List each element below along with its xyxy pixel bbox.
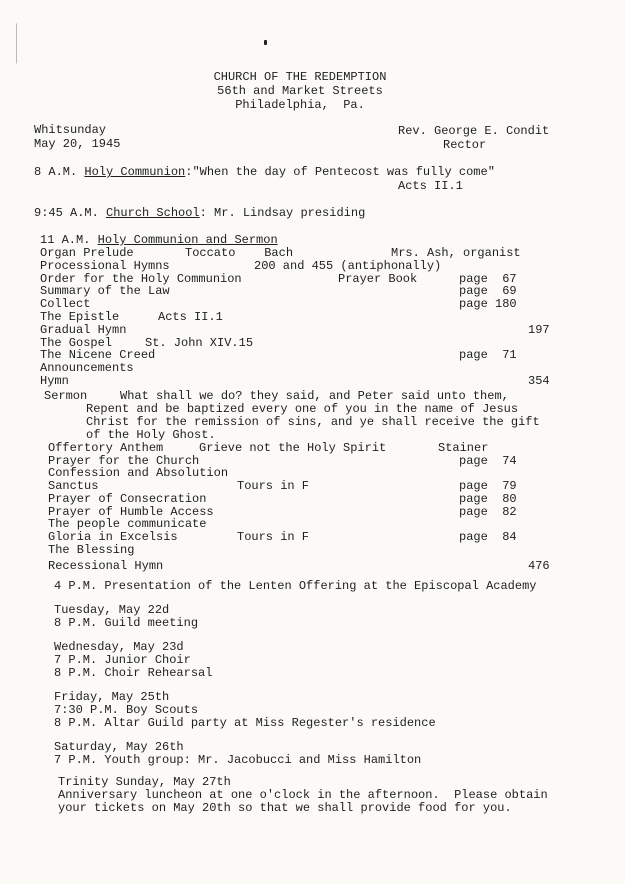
- order-line-c: Prayer Book: [338, 272, 418, 286]
- early-service-ref: Acts II.1: [398, 179, 463, 193]
- order-line-a: Gradual Hymn: [40, 323, 127, 337]
- after-line-b: Grieve not the Holy Spirit: [199, 441, 387, 455]
- after-line-a: Recessional Hymn: [48, 559, 164, 573]
- early-service: 8 A.M. Holy Communion:"When the day of Pentecost was fully come": [34, 165, 495, 179]
- sermon-text-4: of the Holy Ghost.: [86, 428, 216, 442]
- liturgical-day: Whitsunday: [34, 123, 107, 137]
- week-item: Anniversary luncheon at one o'clock in the afternoon. Please obtain: [58, 788, 548, 802]
- sermon-text-3: Christ for the remission of sins, and ye shall receive the gift: [86, 415, 540, 429]
- week-item: 8 P.M. Altar Guild party at Miss Regester's residence: [54, 716, 436, 730]
- sermon-text-2: Repent and be baptized every one of you in the name of Jesus: [86, 402, 519, 416]
- order-line-d: page 67: [459, 272, 517, 286]
- order-line-d: page 69: [459, 284, 517, 298]
- after-line-a: Prayer of Consecration: [48, 492, 207, 506]
- order-line-a: Processional Hymns: [40, 259, 170, 273]
- week-item: 7 P.M. Junior Choir: [54, 653, 191, 667]
- order-line-a: The Epistle: [40, 310, 120, 324]
- after-line-d: 476: [528, 559, 550, 573]
- lenten-offering: 4 P.M. Presentation of the Lenten Offering at the Episcopal Academy: [54, 579, 537, 593]
- church-address: 56th and Market Streets: [217, 84, 383, 98]
- order-line-a: The Gospel: [40, 336, 113, 350]
- week-day: Trinity Sunday, May 27th: [58, 775, 231, 789]
- after-line-d: page 74: [459, 454, 517, 468]
- after-line-a: Confession and Absolution: [48, 466, 229, 480]
- after-line-b: Tours in F: [237, 530, 310, 544]
- main-service-heading: 11 A.M. Holy Communion and Sermon: [40, 233, 278, 247]
- order-line-d: page 180: [459, 297, 517, 311]
- sermon-label: Sermon: [44, 389, 88, 403]
- week-day: Friday, May 25th: [54, 690, 170, 704]
- week-item: 7 P.M. Youth group: Mr. Jacobucci and Miss Hamilton: [54, 753, 422, 767]
- church-name: CHURCH OF THE REDEMPTION: [213, 70, 387, 84]
- after-line-d: page 82: [459, 505, 517, 519]
- week-item: 8 P.M. Choir Rehearsal: [54, 666, 213, 680]
- rector-title: Rector: [443, 138, 487, 152]
- after-line-d: page 79: [459, 479, 517, 493]
- week-item: your tickets on May 20th so that we shall provide food for you.: [58, 801, 512, 815]
- order-line-b: St. John XIV.15: [145, 336, 254, 350]
- order-line-d: page 71: [459, 348, 517, 362]
- order-line-d: 354: [528, 374, 550, 388]
- week-day: Tuesday, May 22d: [54, 603, 170, 617]
- order-line-b: Toccato Bach: [185, 246, 294, 260]
- order-line-a: Announcements: [40, 361, 134, 375]
- after-line-c: Stainer: [438, 441, 489, 455]
- order-line-a: Hymn: [40, 374, 69, 388]
- ink-mark: [264, 40, 267, 45]
- order-line-a: Summary of the Law: [40, 284, 170, 298]
- after-line-a: Prayer for the Church: [48, 454, 200, 468]
- order-line-b: 200 and 455 (antiphonally): [254, 259, 442, 273]
- sermon-text-1: What shall we do? they said, and Peter said unto them,: [120, 389, 509, 403]
- after-line-b: Tours in F: [237, 479, 310, 493]
- after-line-a: Offertory Anthem: [48, 441, 164, 455]
- order-line-a: Organ Prelude: [40, 246, 134, 260]
- after-line-d: page 80: [459, 492, 517, 506]
- church-city: Philadelphia, Pa.: [235, 98, 365, 112]
- order-line-a: Collect: [40, 297, 91, 311]
- rector-name: Rev. George E. Condit: [398, 124, 550, 138]
- order-line-a: Order for the Holy Communion: [40, 272, 242, 286]
- after-line-a: Gloria in Excelsis: [48, 530, 178, 544]
- order-line-c: Mrs. Ash, organist: [391, 246, 521, 260]
- week-item: 8 P.M. Guild meeting: [54, 616, 199, 630]
- after-line-a: Sanctus: [48, 479, 99, 493]
- bulletin-date: May 20, 1945: [34, 137, 121, 151]
- church-school: 9:45 A.M. Church School: Mr. Lindsay presiding: [34, 206, 366, 220]
- after-line-a: Prayer of Humble Access: [48, 505, 214, 519]
- week-day: Saturday, May 26th: [54, 740, 184, 754]
- week-item: 7:30 P.M. Boy Scouts: [54, 703, 199, 717]
- page-fold: [0, 23, 17, 73]
- after-line-a: The Blessing: [48, 543, 135, 557]
- order-line-a: The Nicene Creed: [40, 348, 156, 362]
- order-line-d: 197: [528, 323, 550, 337]
- after-line-d: page 84: [459, 530, 517, 544]
- week-day: Wednesday, May 23d: [54, 640, 184, 654]
- after-line-a: The people communicate: [48, 517, 207, 531]
- order-line-b: Acts II.1: [158, 310, 223, 324]
